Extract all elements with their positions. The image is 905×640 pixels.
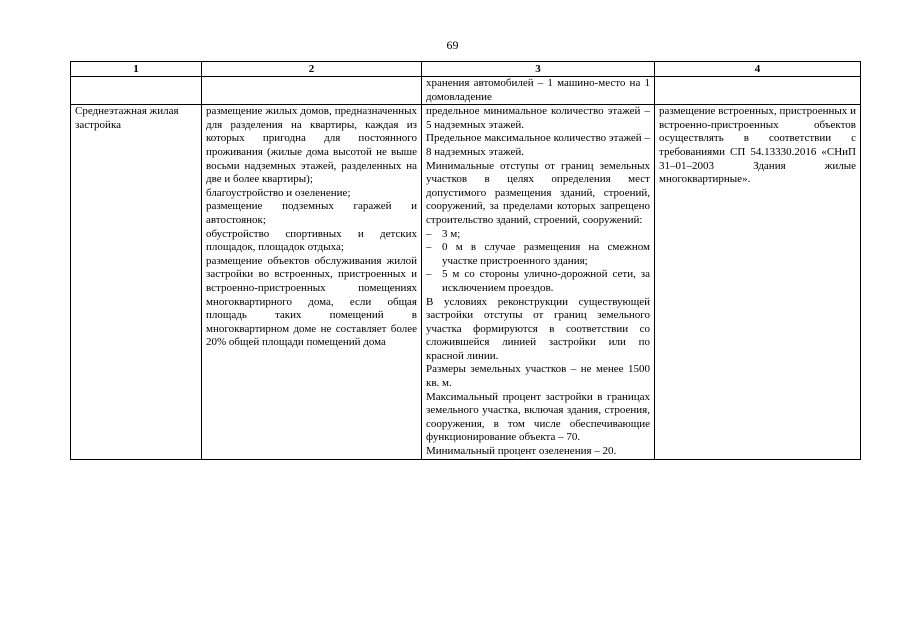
- page-number: 69: [446, 38, 459, 52]
- header-col-3: 3: [422, 62, 655, 77]
- parameter-paragraph: Минимальные отступы от границ земельных участков в целях определения мест допустимого размещения зданий, строений, сооружений, за пределами которых запрещено строительство зданий, строений, сооружений:: [426, 159, 650, 226]
- parameter-paragraph: В условиях реконструкции существующей застройки отступы от границ земельного участка формируются в соответствии со сложившейся линией застройки или по красной линии.: [426, 295, 650, 362]
- header-row: [71, 62, 861, 77]
- permitted-use-item: благоустройство и озеленение;: [206, 186, 351, 199]
- parameter-paragraph: Размеры земельных участков – не менее 1500 кв. м.: [426, 363, 650, 390]
- parameter-paragraph: Предельное максимальное количество этажей – 8 надземных этажей.: [426, 132, 650, 158]
- permitted-use-item: размещение жилых домов, предназначенных для разделения на квартиры, каждая из которых пригодна для постоянного проживания (жилые дома высотой не выше восьми надземных этажей, разделенных на две и более квартиры);: [206, 105, 417, 186]
- permitted-use-item: обустройство спортивных и детских площадок, площадок отдыха;: [206, 227, 417, 254]
- setback-list: [426, 228, 650, 296]
- regulations-table: [70, 61, 861, 460]
- setback-item: – 0 м в случае размещения на смежном участке пристроенного здания;: [426, 241, 650, 268]
- permitted-uses-cell: [202, 105, 422, 459]
- table-row: [71, 105, 861, 459]
- parameters-cell: [422, 105, 655, 459]
- parameter-paragraph: Максимальный процент застройки в границах земельного участка, включая здания, строения, сооружения, в том числе обеспечивающие функционирование объекта – 70.: [426, 390, 650, 444]
- header-col-4: 4: [655, 62, 861, 77]
- continuation-col-2: [202, 77, 422, 105]
- continuation-col-1: [71, 77, 202, 105]
- permitted-use-item: размещение объектов обслуживания жилой застройки во встроенных, пристроенных и встроенно-пристроенных помещениях многоквартирного дома, если общая площадь таких помещений в многоквартирном доме не составляет более 20% общей площади помещений дома: [206, 254, 417, 349]
- zone-name-cell: Среднеэтажная жилая застройка: [71, 105, 202, 459]
- continuation-col-3: хранения автомобилей – 1 машино-место на 1 домовладение: [422, 77, 655, 105]
- restrictions-cell: размещение встроенных, пристроенных и встроенно-пристроенных объектов осуществлять в соответствии с требованиями СП 54.13330.2016 «СНиП 31–01–2003 Здания жилые многоквартирные».: [655, 105, 861, 459]
- setback-item: – 5 м со стороны улично-дорожной сети, за исключением проездов.: [426, 268, 650, 295]
- header-col-2: 2: [202, 62, 422, 77]
- continuation-col-4: [655, 77, 861, 105]
- setback-item: – 3 м;: [426, 228, 650, 242]
- continuation-row: [71, 77, 861, 105]
- permitted-use-item: размещение подземных гаражей и автостоянок;: [206, 200, 417, 226]
- header-col-1: 1: [71, 62, 202, 77]
- parameter-paragraph: предельное минимальное количество этажей – 5 надземных этажей.: [426, 105, 650, 131]
- parameter-paragraph: Минимальный процент озеленения – 20.: [426, 445, 617, 458]
